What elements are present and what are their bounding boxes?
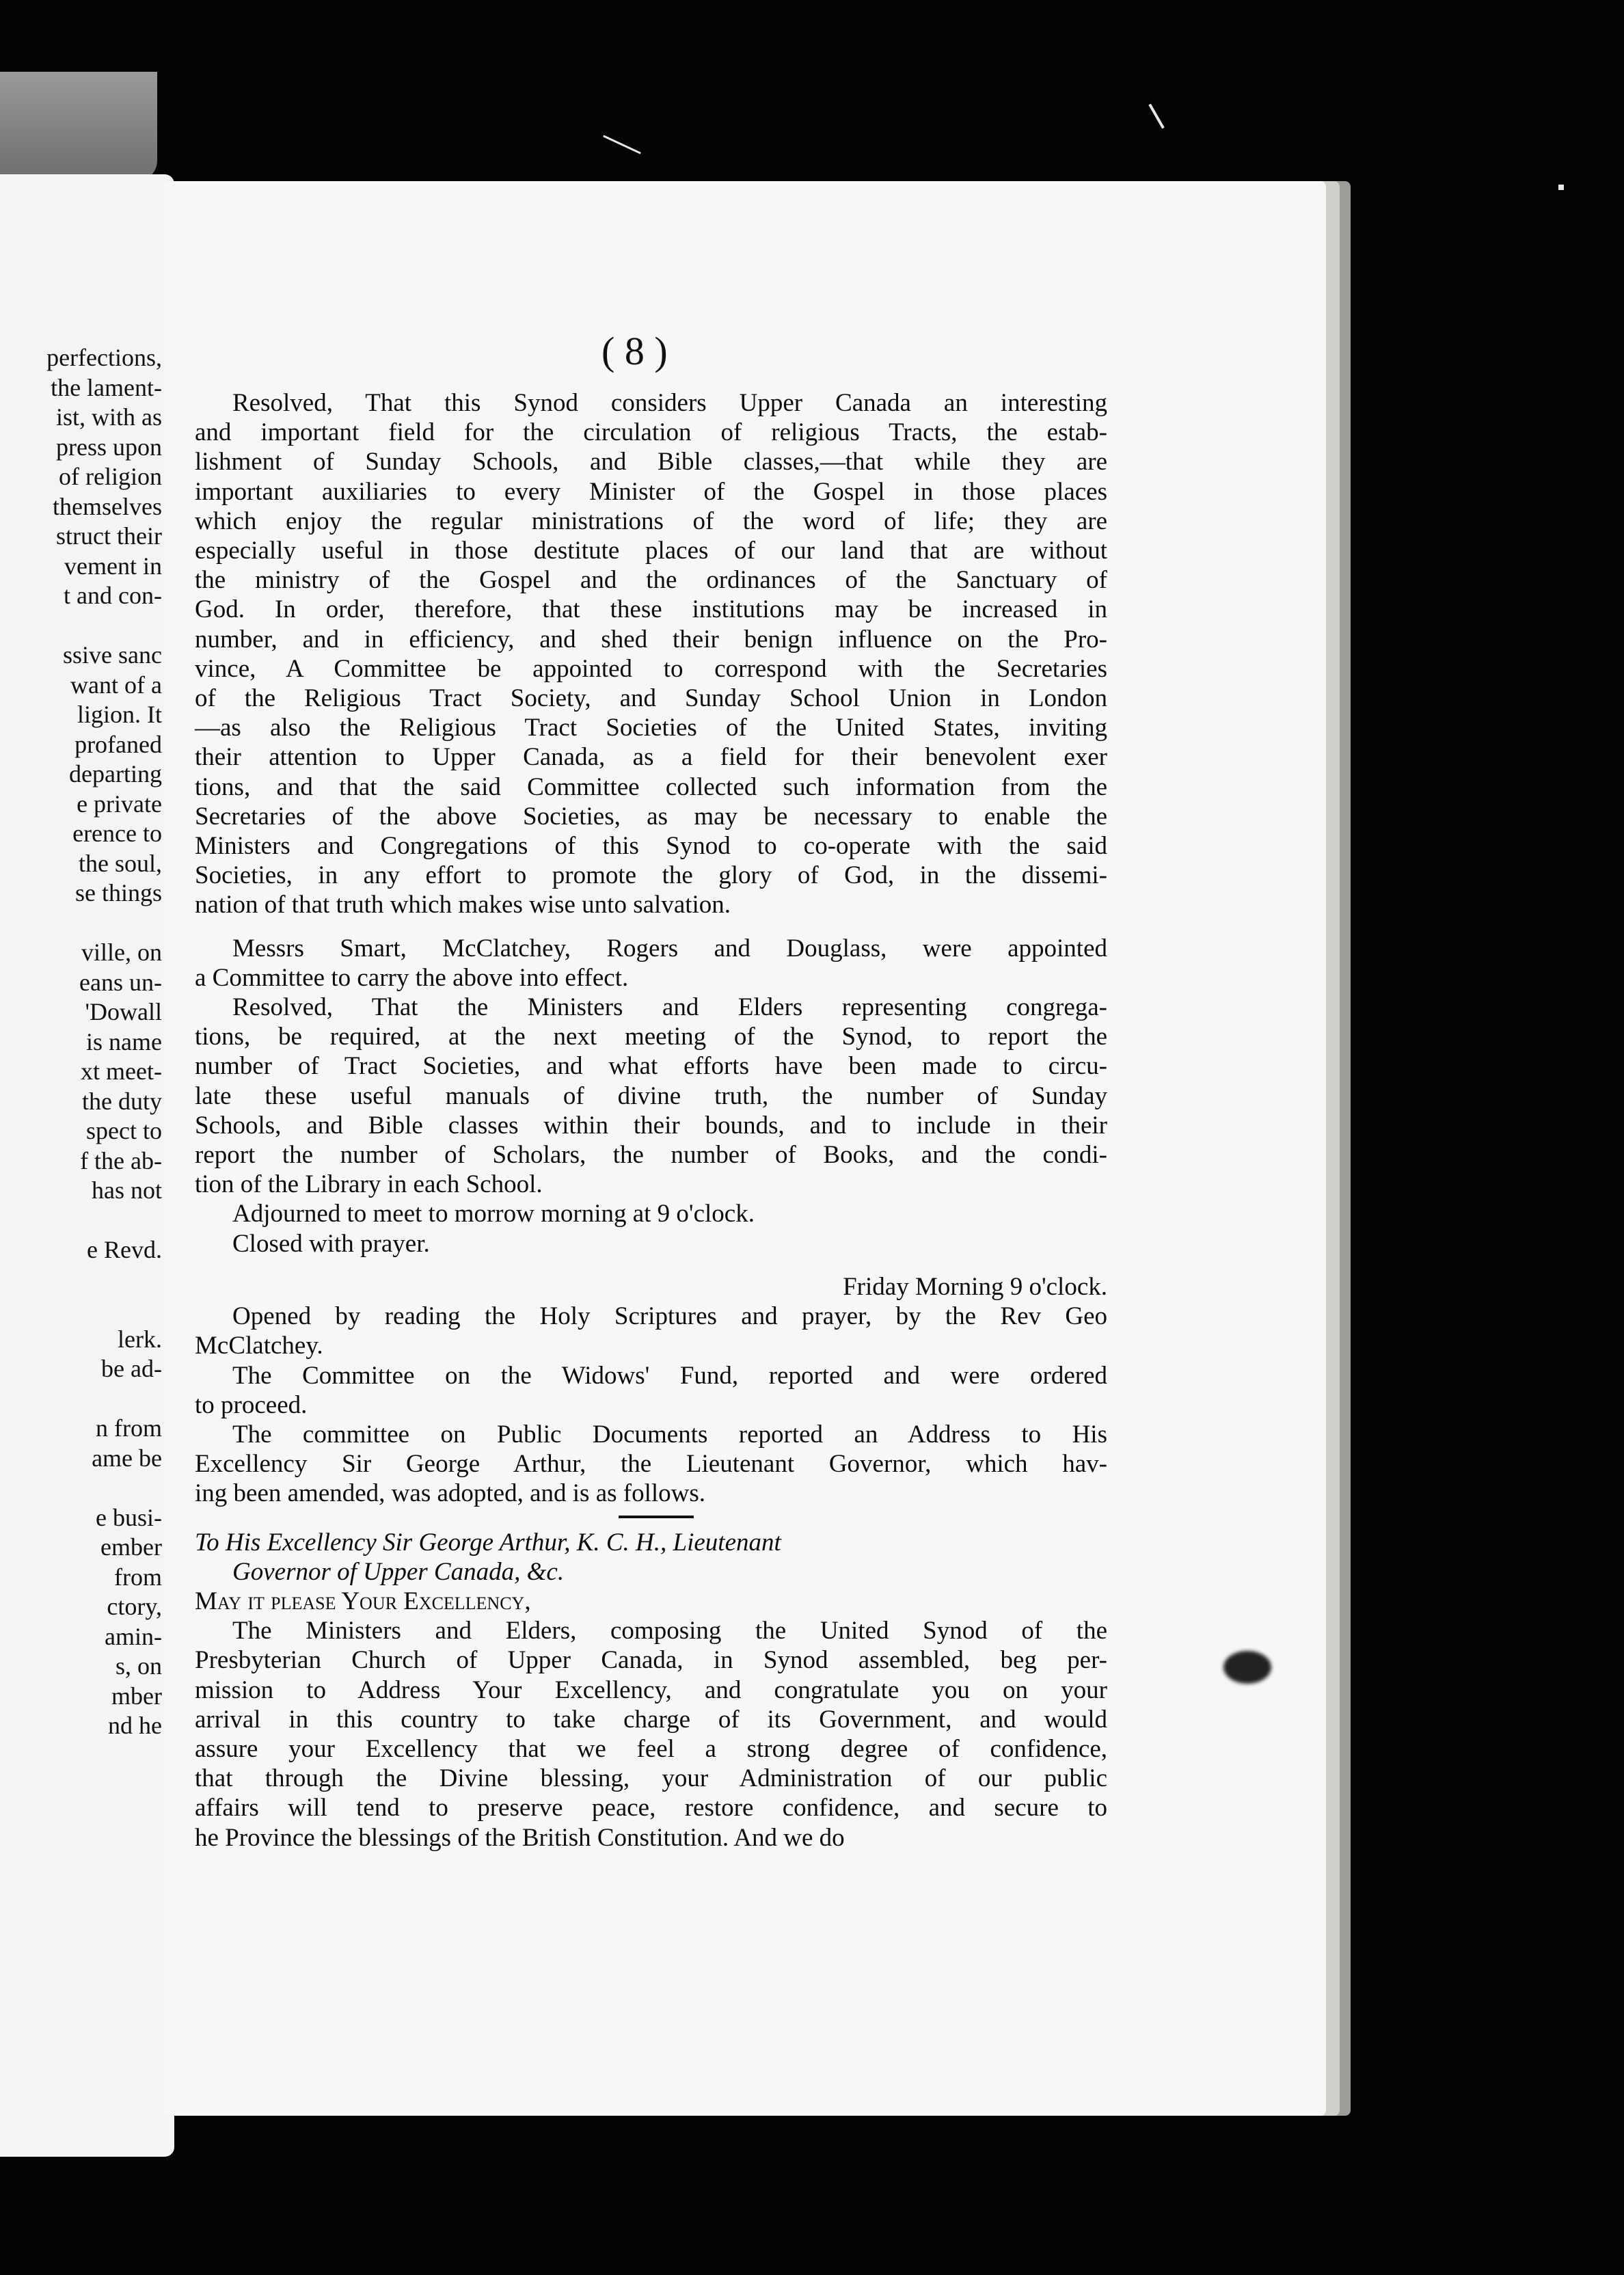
address-heading-line-2: Governor of Upper Canada, &c. xyxy=(232,1557,565,1586)
para4-line: McClatchey. xyxy=(195,1332,323,1360)
left-page-line: press upon xyxy=(56,433,162,461)
section-rule xyxy=(619,1516,694,1518)
para1-line: —as also the Religious Tract Societies of the United States, inviting xyxy=(195,714,1107,742)
para7-line: The Ministers and Elders, composing the United Synod of the xyxy=(232,1617,1107,1645)
resolution-report-paragraph xyxy=(195,993,1107,1199)
para1-line: vince, A Committee be appointed to correspond with the Secretaries xyxy=(195,654,1107,683)
para1-line: nation of that truth which makes wise unto salvation. xyxy=(195,891,731,919)
para7-line: he Province the blessings of the British Constitution. And we do xyxy=(195,1823,845,1852)
para7-line: affairs will tend to preserve peace, restore confidence, and secure to xyxy=(195,1794,1107,1822)
para2-line: a Committee to carry the above into effect. xyxy=(195,963,629,992)
para4-line: Opened by reading the Holy Scriptures and prayer, by the Rev Geo xyxy=(232,1302,1107,1331)
left-page-line: the duty xyxy=(82,1087,162,1115)
left-page-line: want of a xyxy=(70,671,162,699)
para3-line: number of Tract Societies, and what efforts have been made to circu- xyxy=(195,1052,1107,1081)
left-page-line: nd he xyxy=(108,1712,162,1739)
left-page-line: ligion. It xyxy=(77,701,162,728)
left-page-line: xt meet- xyxy=(81,1058,162,1085)
closed-line: Closed with prayer. xyxy=(232,1229,430,1258)
left-page-line: t and con- xyxy=(64,582,162,609)
widows-fund-paragraph xyxy=(195,1361,1107,1420)
para3-line: tion of the Library in each School. xyxy=(195,1170,543,1199)
para1-line: their attention to Upper Canada, as a field for their benevolent exer xyxy=(195,743,1107,772)
dust-speck xyxy=(1148,104,1164,129)
para1-line: God. In order, therefore, that these institutions may be increased in xyxy=(195,595,1107,624)
para1-line: Societies, in any effort to promote the glory of God, in the dissemi- xyxy=(195,861,1107,890)
ink-stain xyxy=(1223,1651,1271,1684)
book-binding-edge xyxy=(0,72,157,181)
left-page-line: perfections, xyxy=(46,344,162,371)
resolution-tracts-paragraph xyxy=(195,388,1107,920)
left-page-line: from xyxy=(114,1563,162,1591)
left-page-line: e Revd. xyxy=(87,1236,162,1263)
page-number: ( 8 ) xyxy=(601,329,668,373)
left-page-line: be ad- xyxy=(101,1355,162,1382)
dust-speck xyxy=(1558,185,1564,190)
para3-line: tions, be required, at the next meeting of the Synod, to report the xyxy=(195,1023,1107,1051)
left-page-line: ville, on xyxy=(81,939,162,966)
para3-line: late these useful manuals of divine truth, the number of Sunday xyxy=(195,1081,1107,1110)
left-page-line: vement in xyxy=(64,552,162,580)
adjourned-line: Adjourned to meet to morrow morning at 9 o'clock. xyxy=(232,1200,755,1228)
left-page-line: e busi- xyxy=(96,1503,162,1531)
left-page-line: profaned xyxy=(75,730,162,758)
para1-line: especially useful in those destitute places of our land that are without xyxy=(195,537,1107,565)
left-page-line: lerk. xyxy=(118,1325,162,1353)
left-page-line: se things xyxy=(75,879,162,906)
para1-line: tions, and that the said Committee collected such information from the xyxy=(195,772,1107,801)
left-page-line: struct their xyxy=(56,522,162,550)
left-page-line: of religion xyxy=(59,463,162,490)
para1-line: Secretaries of the above Societies, as may be necessary to enable the xyxy=(195,802,1107,831)
para7-line: that through the Divine blessing, your Administration of our public xyxy=(195,1764,1107,1793)
public-documents-paragraph xyxy=(195,1420,1107,1509)
left-page-line: 'Dowall xyxy=(85,998,162,1025)
para5-line: to proceed. xyxy=(195,1390,308,1419)
left-page-line: the soul, xyxy=(79,849,162,877)
left-page-line: ssive sanc xyxy=(63,641,162,669)
address-body-paragraph xyxy=(195,1616,1107,1853)
para7-line: arrival in this country to take charge of its Government, and would xyxy=(195,1705,1107,1734)
left-page-line: amin- xyxy=(105,1622,162,1650)
page-body xyxy=(195,388,1107,1853)
left-page-line: ctory, xyxy=(107,1593,162,1620)
left-page-line: departing xyxy=(69,760,162,788)
left-page-line: is name xyxy=(86,1027,162,1055)
para1-line: important auxiliaries to every Minister of the Gospel in those places xyxy=(195,477,1107,506)
friday-heading: Friday Morning 9 o'clock. xyxy=(843,1272,1107,1301)
left-page-line: the lament- xyxy=(51,373,162,401)
para7-line: mission to Address Your Excellency, and congratulate you on your xyxy=(195,1675,1107,1704)
left-page-line: ist, with as xyxy=(55,403,162,431)
left-page-line: e private xyxy=(77,790,162,818)
left-page-line: mber xyxy=(111,1682,162,1710)
left-page-line: s, on xyxy=(115,1652,162,1680)
para6-line: ing been amended, was adopted, and is as follows. xyxy=(195,1479,706,1508)
para3-line: report the number of Scholars, the number of Books, and the condi- xyxy=(195,1141,1107,1170)
left-page-line: themselves xyxy=(53,492,162,520)
left-page-line: ember xyxy=(100,1533,162,1561)
para6-line: The committee on Public Documents reported an Address to His xyxy=(232,1420,1107,1449)
para7-line: Presbyterian Church of Upper Canada, in Synod assembled, beg per- xyxy=(195,1646,1107,1675)
para1-line: the ministry of the Gospel and the ordinances of the Sanctuary of xyxy=(195,566,1107,595)
salutation: May it please Your Excellency, xyxy=(195,1587,531,1615)
para5-line: The Committee on the Widows' Fund, reported and were ordered xyxy=(232,1361,1107,1390)
para1-line: number, and in efficiency, and shed their benign influence on the Pro- xyxy=(195,625,1107,654)
para2-line: Messrs Smart, McClatchey, Rogers and Douglass, were appointed xyxy=(232,934,1107,962)
left-page-line: eans un- xyxy=(79,968,162,996)
left-page-line: ame be xyxy=(92,1444,162,1472)
opened-paragraph xyxy=(195,1302,1107,1360)
para1-line: and important field for the circulation of religious Tracts, the estab- xyxy=(195,418,1107,447)
committee-appointed-paragraph xyxy=(195,934,1107,993)
left-page-line: has not xyxy=(92,1176,162,1204)
left-page-line: spect to xyxy=(86,1117,162,1144)
para1-line: Ministers and Congregations of this Synod to co-operate with the said xyxy=(195,832,1107,861)
dust-speck xyxy=(603,135,641,154)
left-page xyxy=(0,174,174,2157)
left-page-line: erence to xyxy=(72,820,162,847)
address-heading-line-1: To His Excellency Sir George Arthur, K. C. H., Lieutenant xyxy=(195,1528,781,1557)
left-page-line: n from xyxy=(96,1414,162,1442)
para7-line: assure your Excellency that we feel a strong degree of confidence, xyxy=(195,1734,1107,1763)
para6-line: Excellency Sir George Arthur, the Lieutenant Governor, which hav- xyxy=(195,1450,1107,1479)
para1-line: Resolved, That this Synod considers Upper Canada an interesting xyxy=(232,389,1107,417)
para1-line: which enjoy the regular ministrations of the word of life; they are xyxy=(195,507,1107,535)
para3-line: Schools, and Bible classes within their bounds, and to include in their xyxy=(195,1111,1107,1140)
left-page-line: f the ab- xyxy=(80,1146,162,1174)
para3-line: Resolved, That the Ministers and Elders representing congrega- xyxy=(232,993,1107,1022)
para1-line: lishment of Sunday Schools, and Bible classes,—that while they are xyxy=(195,448,1107,476)
para1-line: of the Religious Tract Society, and Sunday School Union in London xyxy=(195,684,1107,713)
